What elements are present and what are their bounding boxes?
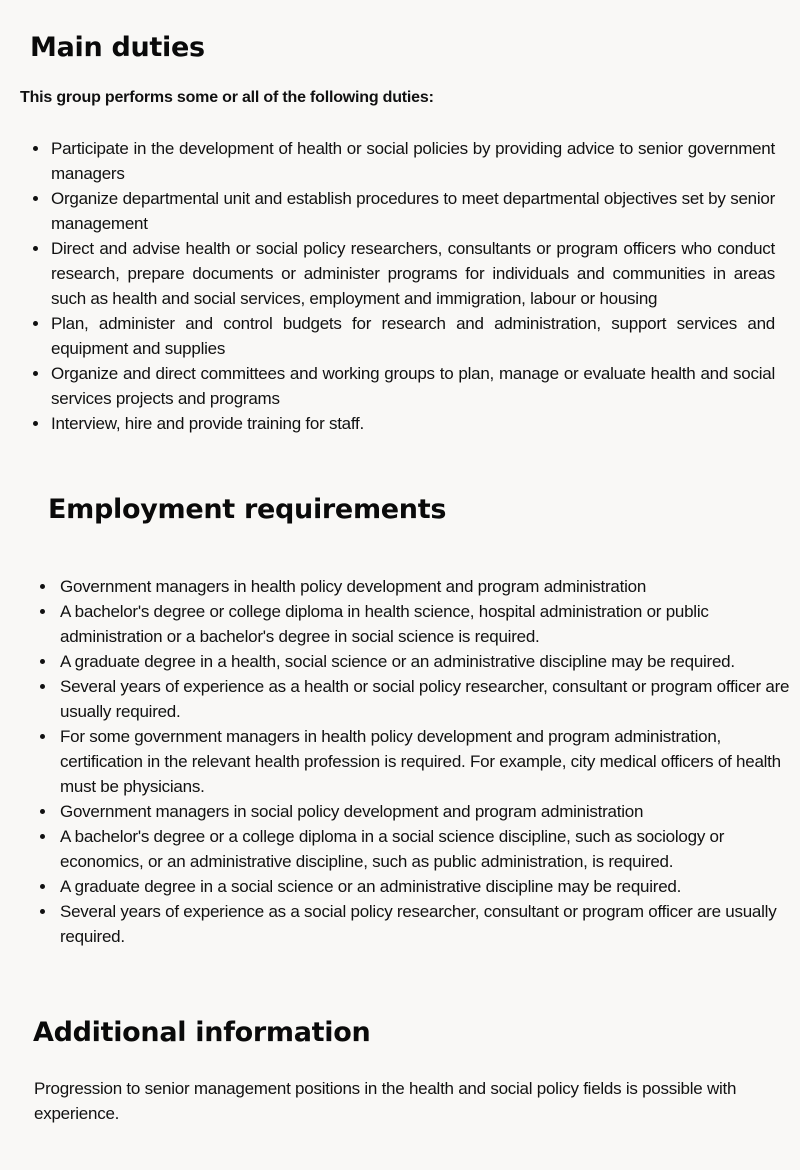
bullet-icon [40, 584, 45, 589]
bullet-icon [33, 196, 38, 201]
bullet-icon [33, 371, 38, 376]
list-item: Direct and advise health or social policy researchers, consultants or program officers who conduct research, prepare documents or administer programs for individuals and communities in areas such as health and social services, employment and immigration, labour or housing [51, 236, 775, 311]
additional-information-heading: Additional information [33, 1017, 371, 1048]
bullet-icon [40, 659, 45, 664]
bullet-icon [33, 246, 38, 251]
main-duties-list [51, 136, 775, 436]
employment-requirements-list [60, 574, 790, 949]
bullet-icon [40, 734, 45, 739]
bullet-icon [33, 421, 38, 426]
list-item: Government managers in social policy development and program administration [60, 799, 790, 824]
bullet-icon [40, 884, 45, 889]
bullet-icon [40, 909, 45, 914]
list-item: Participate in the development of health or social policies by providing advice to senior government managers [51, 136, 775, 186]
main-duties-intro: This group performs some or all of the following duties: [20, 89, 434, 106]
list-item: Organize and direct committees and working groups to plan, manage or evaluate health and social services projects and programs [51, 361, 775, 411]
main-duties-heading: Main duties [30, 32, 205, 63]
list-item: Organize departmental unit and establish procedures to meet departmental objectives set by senior management [51, 186, 775, 236]
list-item: Government managers in health policy development and program administration [60, 574, 790, 599]
list-item: Several years of experience as a health or social policy researcher, consultant or program officer are usually required. [60, 674, 790, 724]
list-item: A bachelor's degree or a college diploma in a social science discipline, such as sociology or economics, or an administrative discipline, such as public administration, is required. [60, 824, 790, 874]
bullet-icon [33, 321, 38, 326]
additional-information-text: Progression to senior management positions in the health and social policy fields is possible with experience. [34, 1079, 737, 1123]
list-item: For some government managers in health policy development and program administration, certification in the relevant health profession is required. For example, city medical officers of health must be physicians. [60, 724, 790, 799]
employment-requirements-heading: Employment requirements [48, 494, 447, 525]
bullet-icon [40, 809, 45, 814]
list-item: Plan, administer and control budgets for research and administration, support services and equipment and supplies [51, 311, 775, 361]
bullet-icon [40, 834, 45, 839]
bullet-icon [33, 146, 38, 151]
list-item: A bachelor's degree or college diploma in health science, hospital administration or public administration or a bachelor's degree in social science is required. [60, 599, 790, 649]
list-item: A graduate degree in a health, social science or an administrative discipline may be required. [60, 649, 790, 674]
bullet-icon [40, 684, 45, 689]
list-item: A graduate degree in a social science or an administrative discipline may be required. [60, 874, 790, 899]
list-item: Interview, hire and provide training for staff. [51, 411, 775, 436]
list-item: Several years of experience as a social policy researcher, consultant or program officer are usually required. [60, 899, 790, 949]
bullet-icon [40, 609, 45, 614]
